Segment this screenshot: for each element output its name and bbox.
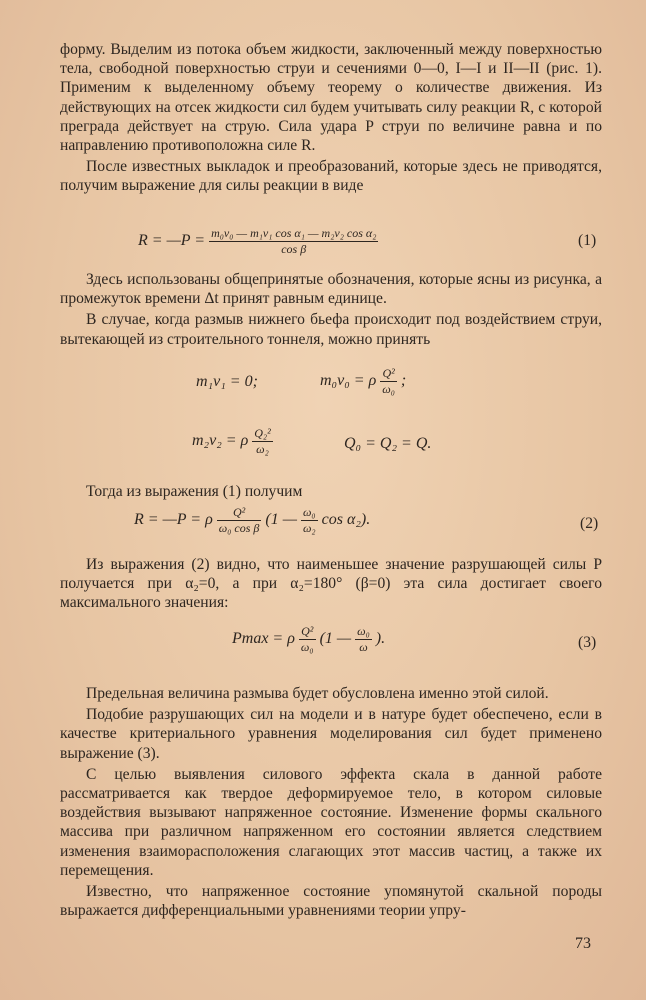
eq2-fraction-2 — [301, 505, 318, 536]
paragraph-6: Из выражения (2) видно, что наименьшее значение разрушающей силы P получается при α₂=0, а при α₂=180° (β=0) эта сила достигает своего максимального значения: — [60, 556, 602, 612]
eq2-numerator-2: ω₀ — [302, 505, 316, 519]
eq2-tail: cos α₂). — [321, 511, 371, 529]
eq3-fraction-2 — [355, 624, 372, 655]
paragraph-7: Предельная величина размыва будет обусловлена именно этой силой. — [86, 685, 549, 702]
paragraph — [60, 684, 602, 920]
paragraph-10: Известно, что напряженное состояние упомянутой скальной породы выражается дифференциальными уравнениями теории упру- — [60, 883, 602, 920]
eq1-numerator: m₀v₀ — m₁v₁ cos α₁ — m₂v₂ cos α₂ — [211, 226, 377, 240]
eq3-denominator: ω₀ — [300, 640, 314, 654]
eq2-denominator-2: ω₂ — [302, 521, 316, 535]
equation-number-1: (1) — [578, 232, 597, 249]
paragraph-3: Здесь использованы общепринятые обозначения, которые ясны из рисунка, а промежуток времени Δt принят равным единице. — [60, 271, 602, 308]
eq3-tail: ). — [375, 630, 386, 648]
eqc-fraction — [252, 426, 272, 457]
equation-2 — [134, 505, 370, 536]
paragraph-8: Подобие разрушающих сил на модели и в натуре будет обеспечено, если в качестве критериального уравнения моделирования сил будет применено выражение (3). — [60, 706, 602, 762]
paragraph — [60, 40, 602, 196]
eq2-fraction — [217, 505, 262, 536]
eq2-denominator: ω₀ cos β — [218, 521, 260, 535]
eq1-fraction — [209, 226, 378, 257]
paragraph-4: В случае, когда размыв нижнего бьефа происходит под воздействием струи, вытекающей из строительного тоннеля, можно принять — [60, 311, 602, 348]
eq3-fraction — [299, 624, 316, 655]
paragraph-9: С целью выявления силового эффекта скала в данной работе рассматривается как твердое деформируемое тело, в котором силовые воздействия вызывают напряженное состояние. Изменение формы скального массива при различном напряженном его состоянии является следствием изменения взаиморасположения слагающих этот массив частиц, а также их перемещения. — [60, 765, 602, 879]
eqc-lhs: m₂v₂ = ρ — [192, 432, 249, 450]
equation-c — [192, 426, 273, 457]
eq3-denominator-2: ω — [359, 640, 368, 654]
paragraph — [60, 555, 602, 613]
paragraph-5: Тогда из выражения (1) получим — [86, 483, 303, 500]
paragraph-1: форму. Выделим из потока объем жидкости, заключенный между поверхностью тела, свободной поверхностью струи и сечениями 0—0, I—I и II—II (рис. 1). Применим к выделенному объему теорему о количестве движения. Из действующих на отсек жидкости сил будем учитывать силу реакции R, с которой преграда действует на струю. Сила удара P струи по величине равна и по направлению противоположна силе R. — [60, 41, 602, 155]
eqc-denominator: ω₂ — [256, 442, 269, 456]
eqb-numerator: Q² — [380, 366, 397, 382]
eq2-numerator: Q² — [217, 505, 262, 521]
paragraph — [60, 270, 602, 349]
eq2-mid: (1 — — [265, 511, 297, 529]
eq3-numerator: Q² — [299, 624, 316, 640]
equation-d: Q₀ = Q₂ = Q. — [344, 435, 432, 452]
equation-1 — [138, 226, 378, 257]
equation-3 — [232, 624, 385, 655]
page-number: 73 — [575, 935, 591, 952]
eqb-denominator: ω₀ — [382, 382, 395, 396]
equation-number-2: (2) — [580, 515, 599, 532]
equation-b: m₀v₀ = ρ $\frac{\text{Q²}}{\text{ω₀}}$ ; — [320, 366, 407, 396]
eq2-lhs: R = —P = ρ — [134, 511, 213, 529]
eq3-mid: (1 — — [319, 630, 352, 648]
eqb-lhs: m₀v₀ = ρ — [320, 372, 377, 390]
eqc-numerator: Q₂² — [254, 426, 271, 440]
equation-number-3: (3) — [578, 634, 597, 651]
paragraph — [60, 482, 602, 501]
paragraph-2: После известных выкладок и преобразований, которые здесь не приводятся, получим выражение для силы реакции в виде — [60, 158, 602, 195]
eq1-lhs: R = —P = — [138, 232, 206, 250]
eq1-denominator: cos β — [281, 242, 307, 256]
eq3-lhs: Pmax = ρ — [232, 630, 295, 648]
eq3-numerator-2: ω₀ — [357, 624, 370, 638]
equation-a: m₁v₁ = 0; — [196, 373, 258, 390]
eqb-fraction — [380, 366, 397, 397]
